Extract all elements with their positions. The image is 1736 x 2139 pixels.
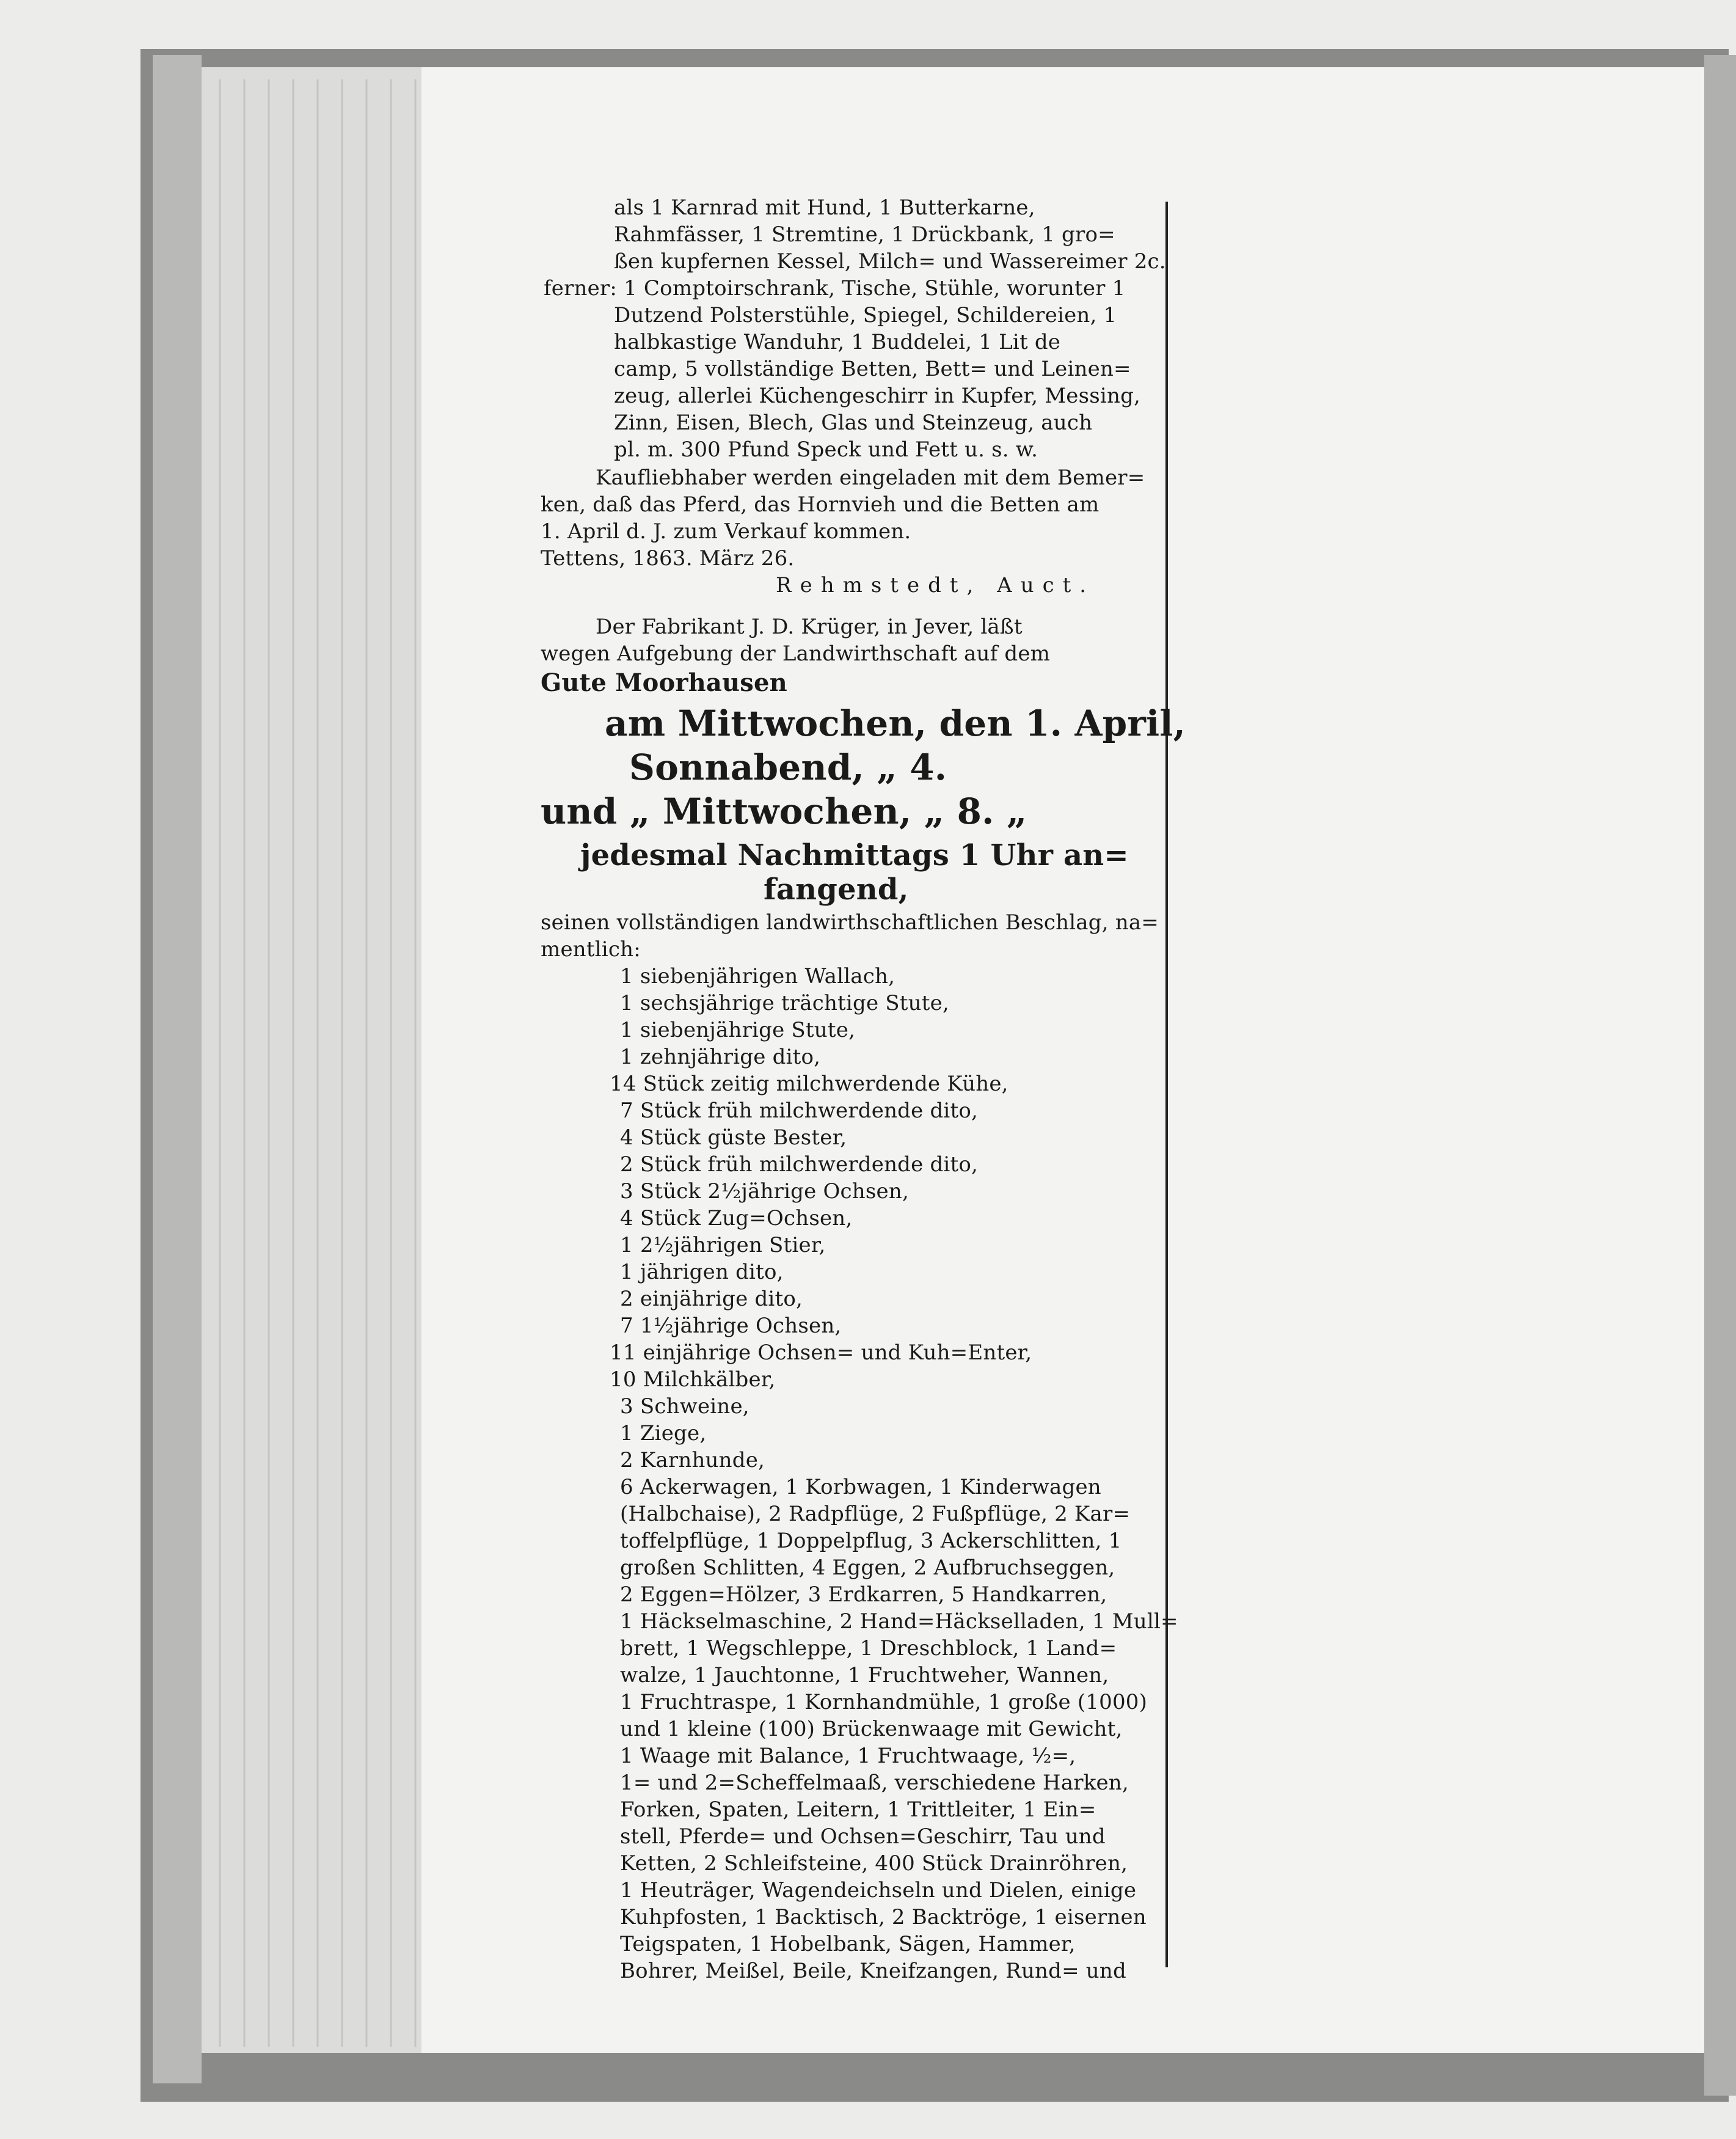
text-line: zeug, allerlei Küchengeschirr in Kupfer, Messing, [614, 384, 1141, 408]
text-line: halbkastige Wanduhr, 1 Buddelei, 1 Lit de [614, 330, 1061, 354]
text-line: Tettens, 1863. März 26. [541, 546, 795, 571]
list-item: Teigspaten, 1 Hobelbank, Sägen, Hammer, [620, 1932, 1076, 1956]
text-line: ken, daß das Pferd, das Hornvieh und die Betten am [541, 492, 1100, 517]
list-item: 4 Stück güste Bester, [620, 1125, 847, 1150]
text-line: camp, 5 vollständige Betten, Bett= und Leinen= [614, 357, 1131, 381]
text-line: ßen kupfernen Kessel, Milch= und Wassereimer 2c. [614, 249, 1166, 274]
heading-date-2: Sonnabend, „ 4. [629, 747, 947, 788]
list-item: Ketten, 2 Schleifsteine, 400 Stück Drainröhren, [620, 1851, 1128, 1876]
heading-gute-moorhausen: Gute Moorhausen [541, 668, 787, 697]
list-item: brett, 1 Wegschleppe, 1 Dreschblock, 1 Land= [620, 1636, 1117, 1661]
text-line: seinen vollständigen landwirthschaftlichen Beschlag, na= [541, 910, 1159, 935]
text-line: wegen Aufgebung der Landwirthschaft auf dem [541, 642, 1051, 666]
list-item: Bohrer, Meißel, Beile, Kneifzangen, Rund= und [620, 1959, 1126, 1983]
heading-date-3: und „ Mittwochen, „ 8. „ [541, 791, 1027, 832]
text-line: Rahmfässer, 1 Stremtine, 1 Drückbank, 1 gro= [614, 222, 1115, 247]
signature-line: Rehmstedt, Auct. [776, 573, 1095, 598]
list-item: 1 siebenjährige Stute, [620, 1018, 856, 1042]
list-item: 2 einjährige dito, [620, 1287, 803, 1311]
text-line: Dutzend Polsterstühle, Spiegel, Schildereien, 1 [614, 303, 1117, 327]
list-item: 2 Stück früh milchwerdende dito, [620, 1152, 979, 1177]
list-item: 1 zehnjährige dito, [620, 1045, 821, 1069]
list-item: 1 siebenjährigen Wallach, [620, 964, 895, 989]
list-item: (Halbchaise), 2 Radpflüge, 2 Fußpflüge, 2 Kar= [620, 1502, 1131, 1526]
list-item: 3 Schweine, [620, 1394, 749, 1419]
list-item: 3 Stück 2½jährige Ochsen, [620, 1179, 909, 1204]
list-item: 1 jährigen dito, [620, 1260, 784, 1284]
list-item: 1 Häckselmaschine, 2 Hand=Häckselladen, 1 Mull= [620, 1609, 1178, 1634]
text-line: pl. m. 300 Pfund Speck und Fett u. s. w. [614, 437, 1038, 462]
list-item: 7 Stück früh milchwerdende dito, [620, 1099, 979, 1123]
heading-time-cont: fangend, [764, 872, 909, 907]
text-line: als 1 Karnrad mit Hund, 1 Butterkarne, [614, 196, 1035, 220]
list-item: 1 Ziege, [620, 1421, 707, 1446]
list-item: 14 Stück zeitig milchwerdende Kühe, [610, 1072, 1008, 1096]
list-item: stell, Pferde= und Ochsen=Geschirr, Tau und [620, 1824, 1106, 1849]
list-item: 1= und 2=Scheffelmaaß, verschiedene Harken, [620, 1771, 1129, 1795]
list-item: walze, 1 Jauchtonne, 1 Fruchtweher, Wannen, [620, 1663, 1109, 1687]
list-item: 1 Fruchtraspe, 1 Kornhandmühle, 1 große (1000) [620, 1690, 1148, 1714]
list-item: großen Schlitten, 4 Eggen, 2 Aufbruchseggen, [620, 1556, 1115, 1580]
text-line: Der Fabrikant J. D. Krüger, in Jever, läßt [596, 615, 1023, 639]
list-item: Forken, Spaten, Leitern, 1 Trittleiter, 1 Ein= [620, 1797, 1096, 1822]
heading-date-1: am Mittwochen, den 1. April, [605, 703, 1186, 744]
text-line: Zinn, Eisen, Blech, Glas und Steinzeug, auch [614, 411, 1093, 435]
text-line: 1. April d. J. zum Verkauf kommen. [541, 519, 911, 544]
list-item: 6 Ackerwagen, 1 Korbwagen, 1 Kinderwagen [620, 1475, 1101, 1499]
list-item: 2 Eggen=Hölzer, 3 Erdkarren, 5 Handkarren, [620, 1582, 1107, 1607]
list-item: 1 Heuträger, Wagendeichseln und Dielen, einige [620, 1878, 1137, 1903]
list-item: 2 Karnhunde, [620, 1448, 765, 1472]
list-item: 1 2½jährigen Stier, [620, 1233, 826, 1257]
list-item: 11 einjährige Ochsen= und Kuh=Enter, [610, 1340, 1032, 1365]
list-item: 1 sechsjährige trächtige Stute, [620, 991, 949, 1015]
list-item: 1 Waage mit Balance, 1 Fruchtwaage, ½=, [620, 1744, 1076, 1768]
list-item: 7 1½jährige Ochsen, [620, 1314, 842, 1338]
list-item: 4 Stück Zug=Ochsen, [620, 1206, 853, 1230]
text-line: ferner: 1 Comptoirschrank, Tische, Stühle, worunter 1 [544, 276, 1126, 301]
text-line: mentlich: [541, 937, 641, 962]
list-item: und 1 kleine (100) Brückenwaage mit Gewicht, [620, 1717, 1123, 1741]
list-item: toffelpflüge, 1 Doppelpflug, 3 Ackerschlitten, 1 [620, 1529, 1122, 1553]
list-item: Kuhpfosten, 1 Backtisch, 2 Backtröge, 1 eisernen [620, 1905, 1147, 1929]
text-line: Kaufliebhaber werden eingeladen mit dem Bemer= [596, 466, 1145, 490]
heading-time: jedesmal Nachmittags 1 Uhr an= [580, 838, 1129, 872]
list-item: 10 Milchkälber, [610, 1367, 776, 1392]
